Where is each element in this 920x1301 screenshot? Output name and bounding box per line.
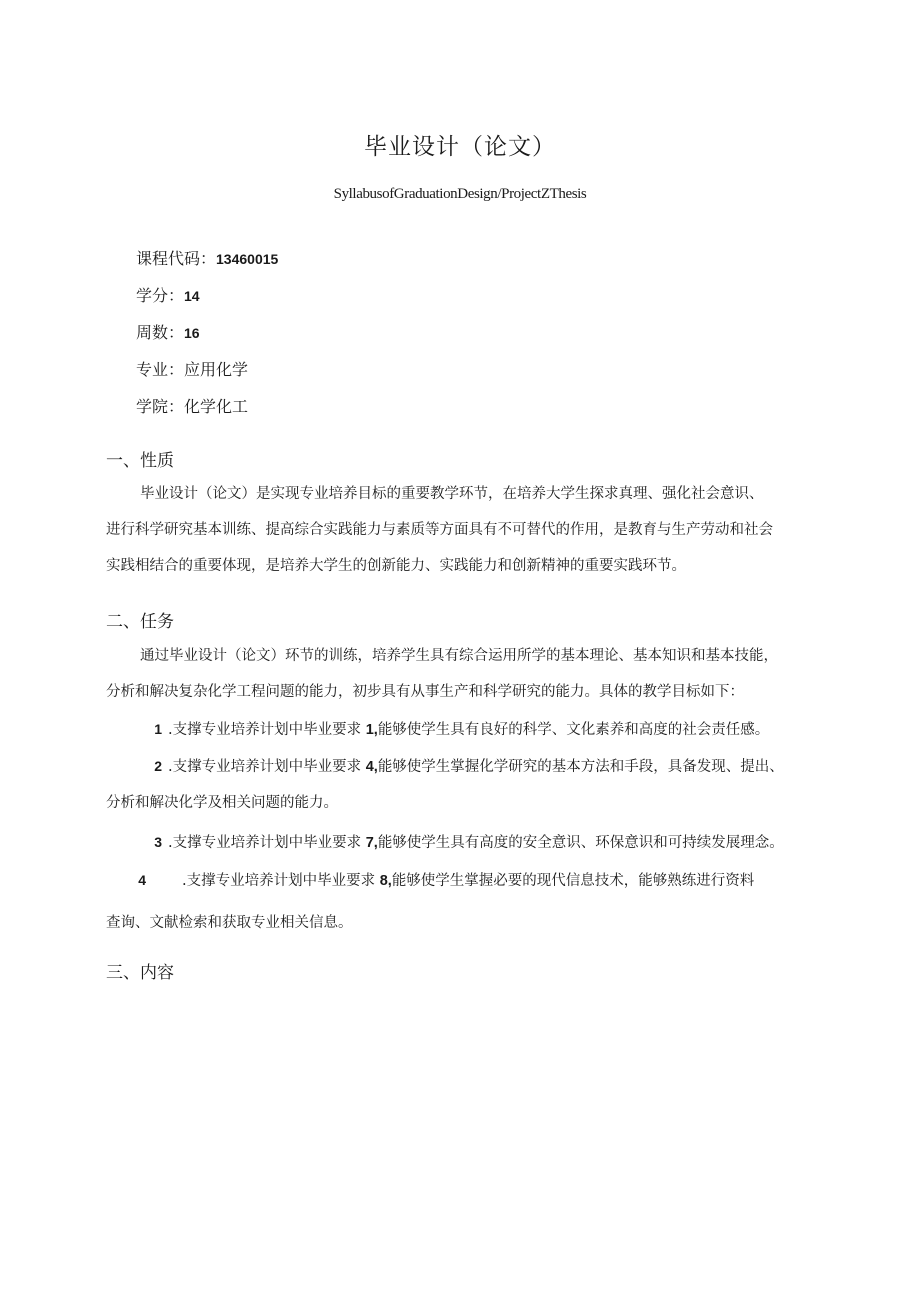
credits-label: 学分：	[136, 286, 185, 305]
weeks-value: 16	[184, 325, 200, 341]
major-value: 应用化学	[184, 360, 249, 379]
task-item-3: 3 .支撑专业培养计划中毕业要求 7,能够使学生具有高度的安全意识、环保意识和可持续发展理念。	[154, 834, 784, 851]
nature-line-2: 进行科学研究基本训练、提高综合实践能力与素质等方面具有不可替代的作用，是教育与生产劳动和社会	[106, 522, 773, 538]
task-paragraph	[106, 638, 822, 710]
weeks-row	[136, 322, 278, 359]
weeks-label: 周数：	[136, 323, 185, 342]
college-value: 化学化工	[184, 397, 249, 416]
section-heading-task: 二、任务	[106, 612, 174, 632]
course-meta-list	[136, 248, 278, 433]
nature-line-1: 毕业设计（论文）是实现专业培养目标的重要教学环节，在培养大学生探求真理、强化社会意识、	[140, 486, 764, 502]
course-code-value: 13460015	[216, 251, 279, 267]
nature-line-3: 实践相结合的重要体现，是培养大学生的创新能力、实践能力和创新精神的重要实践环节。	[106, 558, 686, 574]
task-item-1: 1 .支撑专业培养计划中毕业要求 1,能够使学生具有良好的科学、文化素养和高度的社会责任感。	[154, 721, 770, 738]
college-row	[136, 396, 278, 433]
credits-row	[136, 285, 278, 322]
credits-value: 14	[184, 288, 200, 304]
nature-paragraph	[106, 476, 822, 584]
task-item-2: 2 .支撑专业培养计划中毕业要求 4,能够使学生掌握化学研究的基本方法和手段，具备发现、提出、 分析和解决化学及相关问题的能力。	[106, 748, 826, 821]
task-line-2: 分析和解决复杂化学工程问题的能力，初步具有从事生产和科学研究的能力。具体的教学目标如下：	[106, 684, 744, 700]
task-item-4: 4 .支撑专业培养计划中毕业要求 8,能够使学生掌握必要的现代信息技术，能够熟练进行资料	[138, 872, 755, 889]
task-line-1: 通过毕业设计（论文）环节的训练，培养学生具有综合运用所学的基本理论、基本知识和基本技能，	[140, 648, 778, 664]
college-label: 学院：	[136, 397, 185, 416]
task-item-2-cont: 分析和解决化学及相关问题的能力。	[106, 795, 338, 811]
document-title: 毕业设计（论文）	[364, 134, 556, 160]
task-item-4-cont: 查询、文献检索和获取专业相关信息。	[106, 915, 353, 931]
section-heading-content: 三、内容	[106, 963, 174, 983]
major-row	[136, 359, 278, 396]
course-code-label: 课程代码：	[136, 249, 217, 268]
major-label: 专业：	[136, 360, 185, 379]
document-subtitle: SyllabusofGraduationDesign/ProjectZThesis	[333, 186, 587, 202]
course-code-row	[136, 248, 278, 285]
section-heading-nature: 一、性质	[106, 451, 174, 471]
